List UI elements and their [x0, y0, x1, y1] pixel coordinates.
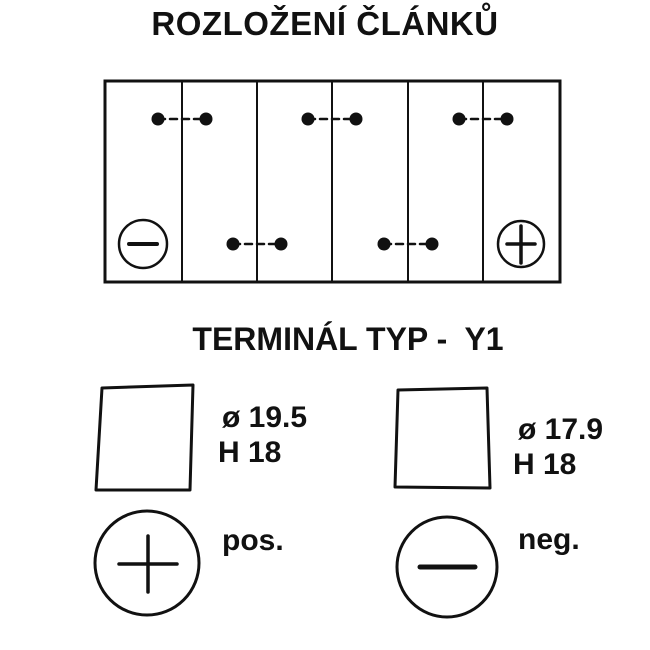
positive-pole-symbol-icon: [95, 511, 199, 615]
plus-pole-icon: [498, 221, 544, 267]
negative-polarity-label: neg.: [518, 523, 580, 556]
positive-terminal-height: H 18: [218, 436, 282, 469]
positive-terminal-diameter: ø 19.5: [222, 401, 308, 434]
battery-top-view: [105, 81, 560, 282]
negative-terminal-height: H 18: [513, 448, 577, 481]
terminal-type-heading: TERMINÁL TYP - Y1: [192, 321, 504, 357]
negative-pole-symbol-icon: [397, 517, 497, 617]
positive-terminal-post-shape: [96, 385, 193, 490]
negative-terminal-post-shape: [395, 388, 490, 488]
negative-terminal-diameter: ø 17.9: [518, 413, 604, 446]
minus-pole-icon: [119, 220, 167, 268]
page-title: ROZLOŽENÍ ČLÁNKŮ: [151, 5, 499, 42]
positive-polarity-label: pos.: [222, 524, 284, 557]
